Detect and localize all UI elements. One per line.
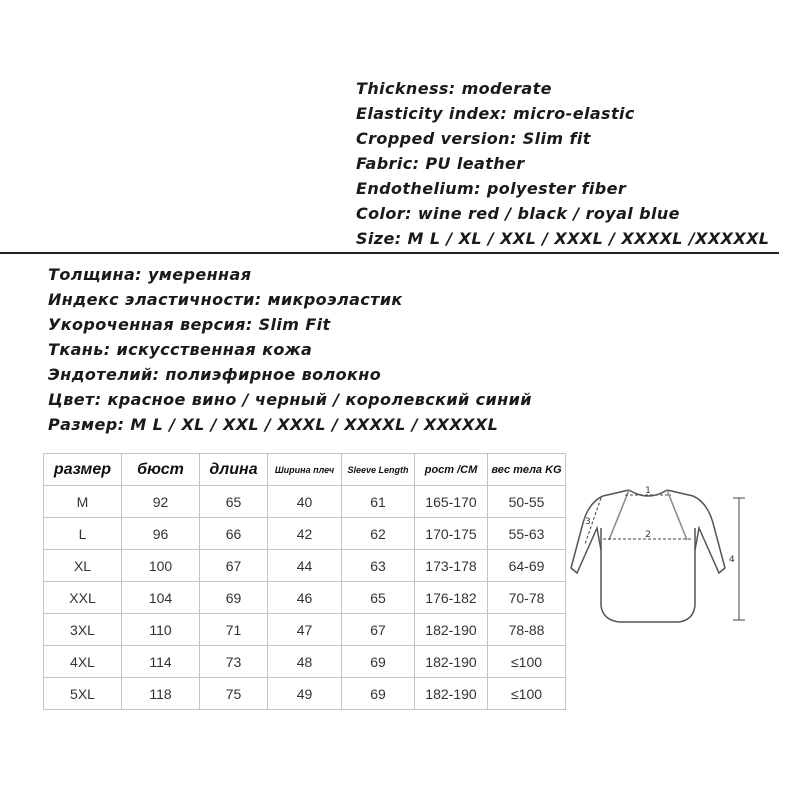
size-chart-table bbox=[43, 453, 566, 710]
table-row bbox=[44, 614, 566, 646]
spec-line: Ткань: искусственная кожа bbox=[48, 340, 313, 359]
table-cell: 70-78 bbox=[488, 582, 566, 614]
table-cell: 170-175 bbox=[415, 518, 488, 550]
divider-line bbox=[0, 252, 779, 254]
table-cell: 4XL bbox=[44, 646, 122, 678]
table-row bbox=[44, 678, 566, 710]
table-cell: 65 bbox=[342, 582, 415, 614]
table-cell: 69 bbox=[200, 582, 268, 614]
measure-label-2: 2 bbox=[645, 530, 651, 540]
column-header: рост /CM bbox=[415, 454, 488, 486]
spec-line: Endothelium: polyester fiber bbox=[356, 179, 627, 198]
spec-line: Укороченная версия: Slim Fit bbox=[48, 315, 331, 334]
spec-line: Fabric: PU leather bbox=[356, 154, 525, 173]
column-header: Ширина плеч bbox=[268, 454, 342, 486]
table-cell: 67 bbox=[200, 550, 268, 582]
measure-label-4: 4 bbox=[729, 555, 735, 565]
table-cell: 182-190 bbox=[415, 678, 488, 710]
table-header-row bbox=[44, 454, 566, 486]
garment-diagram bbox=[563, 468, 753, 643]
table-cell: 182-190 bbox=[415, 614, 488, 646]
column-header: Sleeve Length bbox=[342, 454, 415, 486]
table-row bbox=[44, 550, 566, 582]
russian-specs bbox=[48, 262, 532, 437]
table-cell: 110 bbox=[122, 614, 200, 646]
spec-line: Color: wine red / black / royal blue bbox=[356, 204, 680, 223]
table-cell: 75 bbox=[200, 678, 268, 710]
table-cell: 78-88 bbox=[488, 614, 566, 646]
spec-line: Elasticity index: micro-elastic bbox=[356, 104, 635, 123]
table-cell: 55-63 bbox=[488, 518, 566, 550]
spec-line: Эндотелий: полиэфирное волокно bbox=[48, 365, 382, 384]
measure-label-3: 3 bbox=[585, 517, 591, 527]
table-cell: 47 bbox=[268, 614, 342, 646]
table-cell: 61 bbox=[342, 486, 415, 518]
table-cell: 62 bbox=[342, 518, 415, 550]
spec-line: Cropped version: Slim fit bbox=[356, 129, 591, 148]
table-cell: 49 bbox=[268, 678, 342, 710]
table-cell: 71 bbox=[200, 614, 268, 646]
table-cell: 46 bbox=[268, 582, 342, 614]
table-cell: ≤100 bbox=[488, 646, 566, 678]
measurement-lines bbox=[585, 495, 745, 620]
table-cell: 67 bbox=[342, 614, 415, 646]
table-row bbox=[44, 646, 566, 678]
shirt-outline-icon bbox=[571, 490, 725, 622]
table-row bbox=[44, 486, 566, 518]
table-cell: 63 bbox=[342, 550, 415, 582]
table-cell: 3XL bbox=[44, 614, 122, 646]
table-cell: 176-182 bbox=[415, 582, 488, 614]
column-header: длина bbox=[200, 454, 268, 486]
column-header: размер bbox=[44, 454, 122, 486]
spec-line: Size: M L / XL / XXL / XXXL / XXXXL /XXXXXL bbox=[356, 229, 770, 248]
table-cell: 96 bbox=[122, 518, 200, 550]
spec-line: Thickness: moderate bbox=[356, 79, 552, 98]
spec-line: Размер: M L / XL / XXL / XXXL / XXXXL / XXXXXL bbox=[48, 415, 499, 434]
table-row bbox=[44, 518, 566, 550]
table-cell: 50-55 bbox=[488, 486, 566, 518]
table-cell: 65 bbox=[200, 486, 268, 518]
table-cell: L bbox=[44, 518, 122, 550]
table-cell: 118 bbox=[122, 678, 200, 710]
table-cell: 100 bbox=[122, 550, 200, 582]
table-cell: 69 bbox=[342, 678, 415, 710]
spec-line: Индекс эластичности: микроэластик bbox=[48, 290, 403, 309]
table-cell: XL bbox=[44, 550, 122, 582]
table-cell: 165-170 bbox=[415, 486, 488, 518]
table-cell: 48 bbox=[268, 646, 342, 678]
table-cell: 44 bbox=[268, 550, 342, 582]
table-cell: 5XL bbox=[44, 678, 122, 710]
spec-line: Цвет: красное вино / черный / королевский синий bbox=[48, 390, 532, 409]
table-cell: 69 bbox=[342, 646, 415, 678]
table-cell: ≤100 bbox=[488, 678, 566, 710]
table-cell: M bbox=[44, 486, 122, 518]
table-cell: 73 bbox=[200, 646, 268, 678]
column-header: вес тела KG bbox=[488, 454, 566, 486]
table-cell: 182-190 bbox=[415, 646, 488, 678]
table-cell: 40 bbox=[268, 486, 342, 518]
table-cell: 173-178 bbox=[415, 550, 488, 582]
english-specs bbox=[356, 76, 769, 251]
table-cell: XXL bbox=[44, 582, 122, 614]
table-cell: 92 bbox=[122, 486, 200, 518]
table-cell: 64-69 bbox=[488, 550, 566, 582]
column-header: бюст bbox=[122, 454, 200, 486]
measure-label-1: 1 bbox=[645, 486, 651, 496]
table-cell: 66 bbox=[200, 518, 268, 550]
table-cell: 104 bbox=[122, 582, 200, 614]
spec-line: Толщина: умеренная bbox=[48, 265, 252, 284]
table-row bbox=[44, 582, 566, 614]
table-cell: 114 bbox=[122, 646, 200, 678]
table-cell: 42 bbox=[268, 518, 342, 550]
